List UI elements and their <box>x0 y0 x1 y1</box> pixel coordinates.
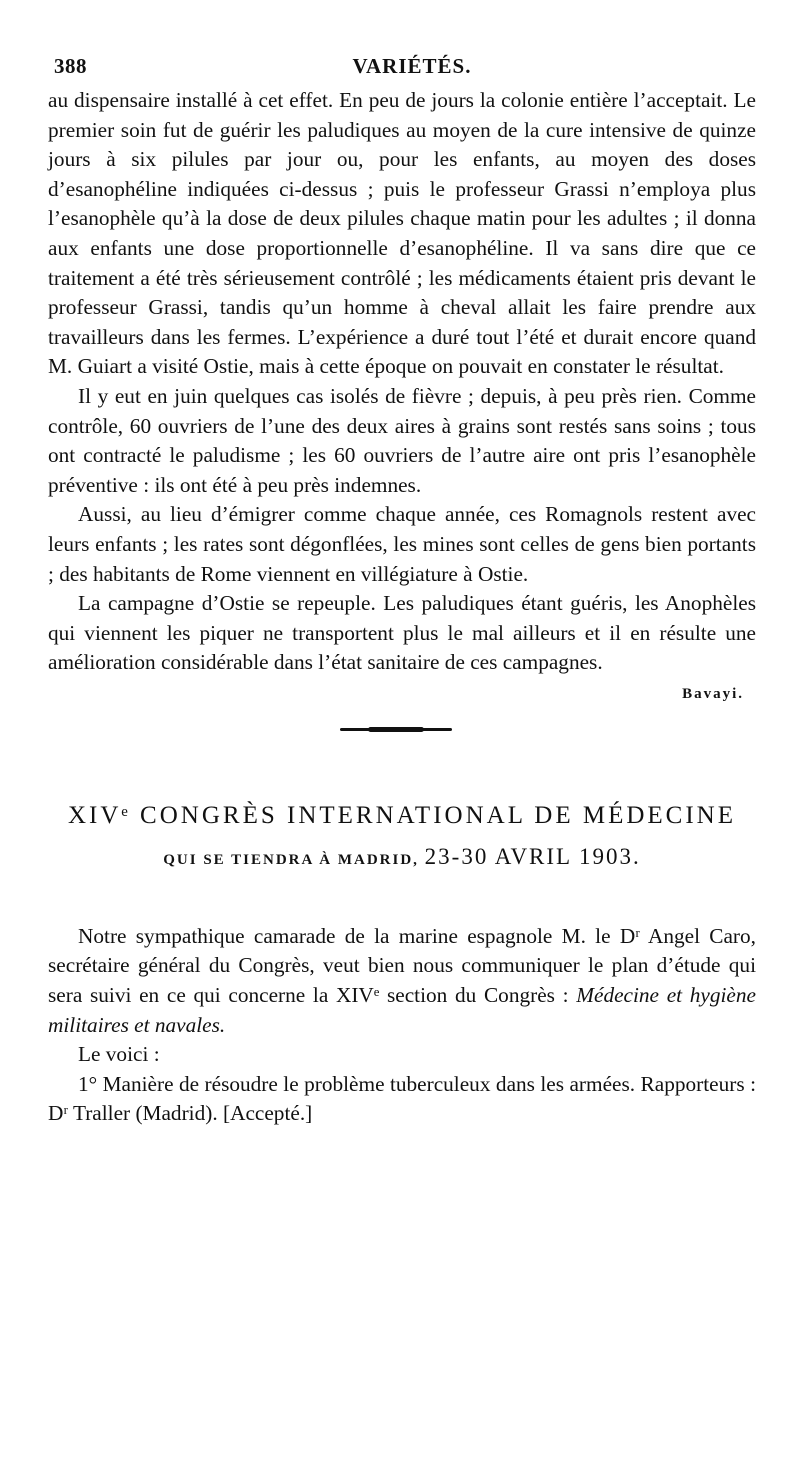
section-separator <box>48 718 756 740</box>
congress-item-1: 1° Manière de résoudre le problème tuberculeux dans les armées. Rapporteurs : Dʳ Traller (Madrid). [Accepté.] <box>48 1071 756 1126</box>
running-head <box>48 48 756 86</box>
book-page <box>48 48 756 1438</box>
congress-intro <box>48 922 756 1040</box>
paragraph-1: au dispensaire installé à cet effet. En peu de jours la colonie entière l’acceptait. Le premier soin fut de guérir les paludiques au moyen de la cure intensive de quinze jours à six pilules par jour ou, pour les enfants, au moyen des doses d’esanophéline indiquées ci-dessus ; puis le professeur Grassi n’employa plus l’esanophèle qu’à la dose de deux pilules chaque matin pour les adultes ; il donna aux enfants une dose proportionnelle d’esanophéline. Il va sans dire que ce traitement a été très sérieusement contrôlé ; les médicaments étaient pris devant le professeur Grassi, tandis qu’un homme à cheval allait les faire prendre aux travailleurs dans les fermes. L’expérience a duré tout l’été et durait encore quand M. Guiart a visité Ostie, mais à cette époque on pouvait en constater le résultat. <box>48 88 756 379</box>
paragraph-3: Aussi, au lieu d’émigrer comme chaque année, ces Romagnols restent avec leurs enfants ; les rates sont dégonflées, les mines sont celles de gens bien portants ; des habitants de Rome viennent en villégiature à Ostie. <box>48 502 756 586</box>
running-title: VARIÉTÉS. <box>352 54 472 78</box>
congress-title: XIVᵉ CONGRÈS INTERNATIONAL DE MÉDECINE <box>67 801 737 829</box>
separator-rule-center <box>368 727 424 732</box>
paragraph-4: La campagne d’Ostie se repeuple. Les paludiques étant guéris, les Anophèles qui viennent les piquer ne transportent plus le mal ailleurs et il en résulte une amélioration considérable dans l’état sanitaire de ces campagnes. <box>48 591 756 675</box>
congress-voici: Le voici : <box>78 1042 160 1067</box>
page-number: 388 <box>54 54 87 78</box>
congress-intro-text: Notre sympathique camarade de la marine espagnole M. le Dʳ Angel Caro, secrétaire général du Congrès, veut bien nous communiquer le plan d’étude qui sera suivi en ce qui concerne la XIVᵉ section du Congrès : <box>48 923 756 1008</box>
congress-dates: 23-30 AVRIL 1903. <box>424 843 641 869</box>
author-signature: Bavayi. <box>682 685 744 702</box>
congress-section-name: Médecine et hygiène militaires et navales. <box>48 983 756 1037</box>
congress-subtitle-text: QUI SE TIENDRA À MADRID, <box>163 851 419 868</box>
paragraph-2: Il y eut en juin quelques cas isolés de fièvre ; depuis, à peu près rien. Comme contrôle, 60 ouvriers de l’une des deux aires à grains sont restés sans soins ; tous ont contracté le paludisme ; les 60 ouvriers de l’autre aire ont pris l’esanophèle préventive : ils ont été à peu près indemnes. <box>48 383 756 497</box>
congress-subtitle <box>48 844 756 870</box>
article-body <box>48 86 756 710</box>
congress-body <box>48 922 756 1129</box>
